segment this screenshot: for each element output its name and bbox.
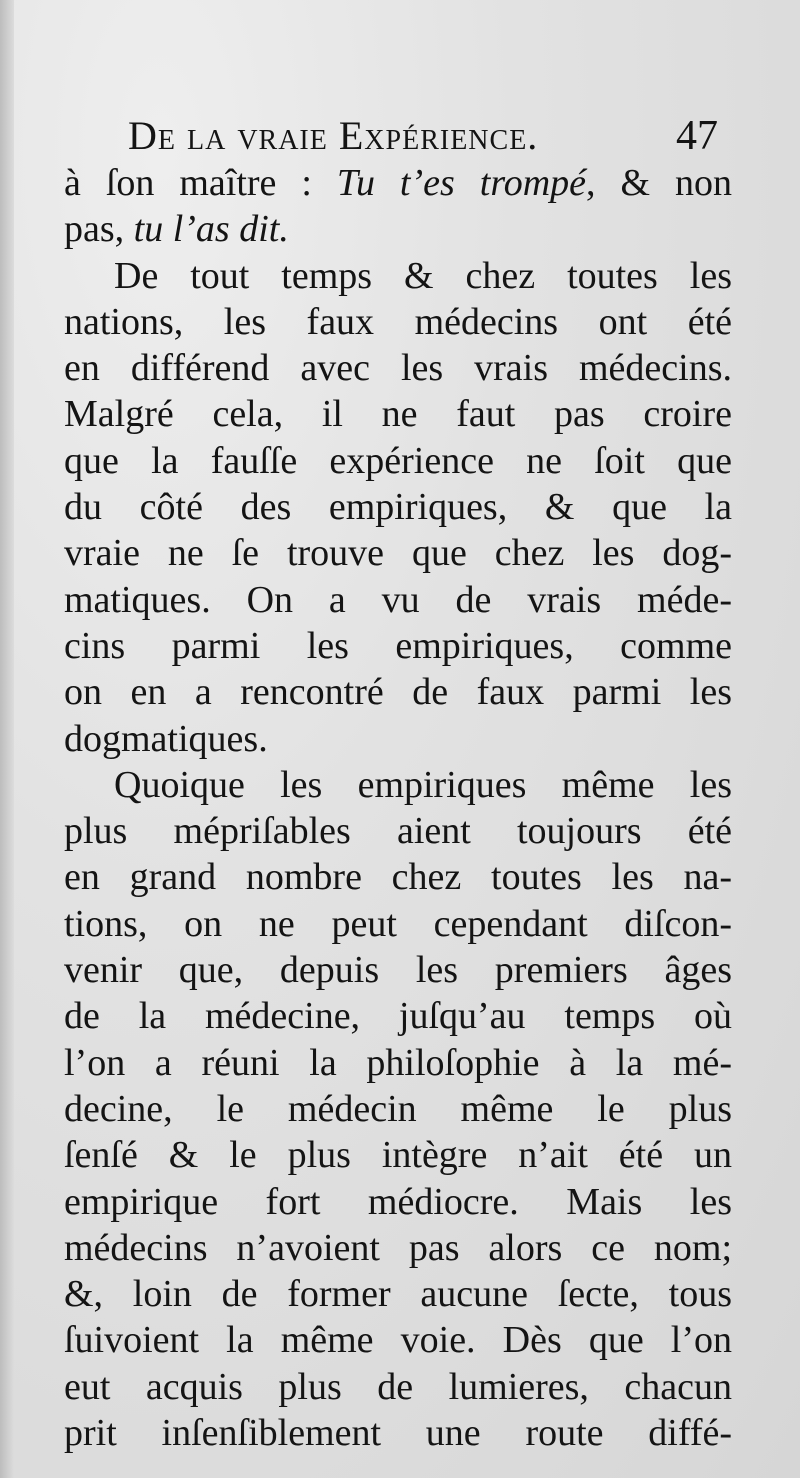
page-header [128,106,740,162]
text-segment: , & non [586,162,733,204]
text-segment: ſenſé & le plus intègre n’ait été un [64,1134,732,1177]
text-line [64,530,732,576]
text-line [64,808,732,854]
text-segment: prit inſenſiblement une route diffé- [64,1412,732,1455]
text-segment: tions, on ne peut cependant diſcon- [64,902,732,945]
text-line [64,1410,732,1456]
text-segment: pas, [64,208,134,251]
text-segment: en grand nombre chez toutes les na- [64,856,732,899]
text-segment: de la médecine, juſqu’au temps où [64,995,732,1038]
body-text [64,160,732,1456]
text-segment: à ſon maître : [64,162,337,204]
text-segment: De tout temps & chez toutes les [114,254,732,297]
text-segment: nations, les faux médecins ont été [64,300,732,343]
text-line [64,762,732,808]
text-line [64,1086,732,1132]
text-line [64,345,732,391]
text-segment: Quoique les empiriques même les [114,763,732,806]
text-segment: l’on a réuni la philoſophie à la mé- [64,1041,732,1084]
text-line [64,669,732,715]
text-segment: eut acquis plus de lumieres, chacun [64,1365,732,1408]
text-line [64,993,732,1039]
italic-text: Tu t’es trompé [336,162,587,204]
text-line [64,391,732,437]
text-line [64,1271,732,1317]
text-line [64,1179,732,1225]
text-line [64,1132,732,1178]
text-line [64,854,732,900]
text-line [64,1317,732,1363]
text-line [64,1364,732,1410]
text-segment: plus mépriſables aient toujours été [64,810,732,853]
text-line [64,206,732,252]
text-segment: médecins n’avoient pas alors ce nom; [64,1226,732,1269]
text-segment: venir que, depuis les premiers âges [64,949,732,992]
text-line [64,484,732,530]
text-segment: vraie ne ſe trouve que chez les dog- [64,532,732,575]
text-line [64,901,732,947]
text-segment: &, loin de former aucune ſecte, tous [64,1273,732,1316]
text-segment: que la fauſſe expérience ne ſoit que [64,439,732,482]
text-line [64,623,732,669]
text-segment: decine, le médecin même le plus [64,1087,732,1130]
page-number: 47 [676,113,718,159]
text-line [64,947,732,993]
text-line [64,577,732,623]
text-line [64,253,732,299]
text-segment: dogmatiques. [64,717,268,760]
text-line [64,299,732,345]
text-line [64,160,732,206]
text-segment: cins parmi les empiriques, comme [64,624,732,667]
page-edge-shadow [0,0,14,1478]
text-segment: Malgré cela, il ne faut pas croire [64,393,732,436]
text-segment: en différend avec les vrais médecins. [64,347,732,390]
text-segment: matiques. On a vu de vrais méde- [64,578,732,621]
text-line [64,1040,732,1086]
text-segment: on en a rencontré de faux parmi les [64,671,732,714]
text-line [64,716,732,762]
text-line [64,1225,732,1271]
text-segment: ſuivoient la même voie. Dès que l’on [64,1319,732,1362]
text-segment: du côté des empiriques, & que la [64,486,732,529]
italic-text: tu l’as dit. [133,208,289,251]
text-line [64,438,732,484]
running-title: De la vraie Expérience. [128,113,539,158]
text-segment: empirique fort médiocre. Mais les [64,1180,732,1223]
